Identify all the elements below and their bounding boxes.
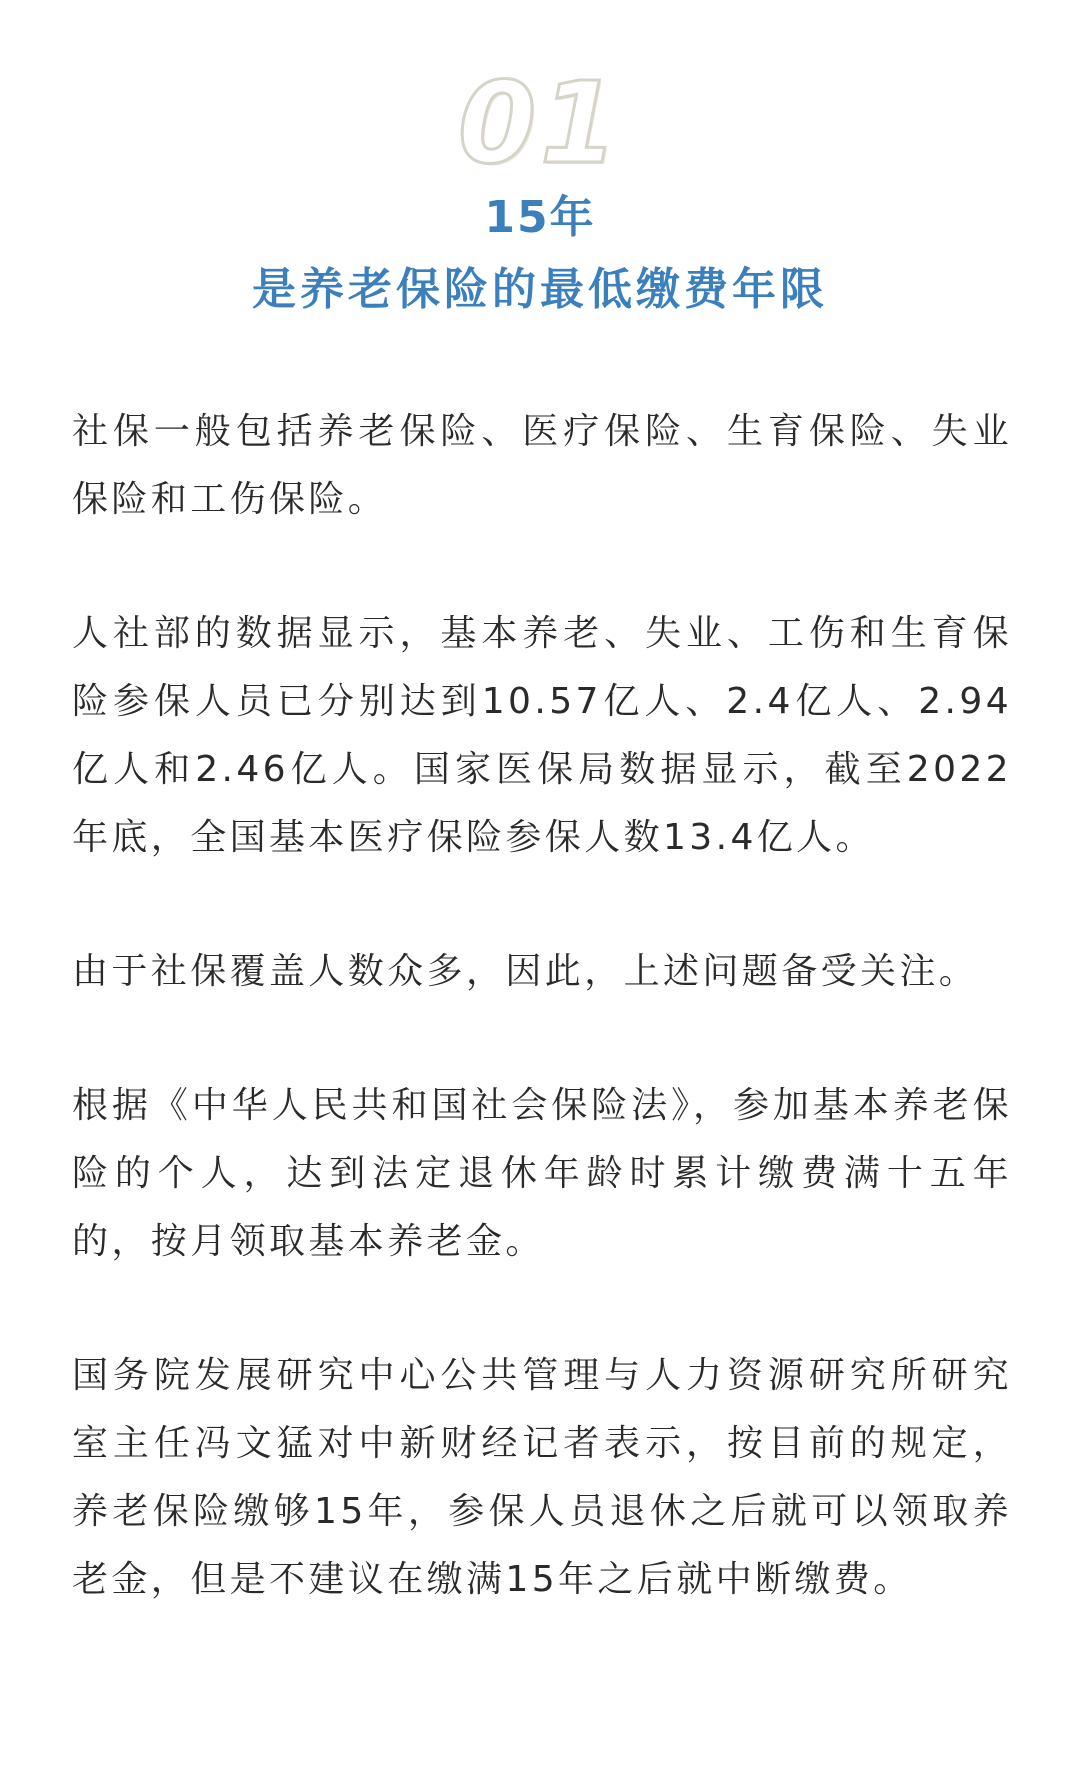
- paragraph-5: 国务院发展研究中心公共管理与人力资源研究所研究室主任冯文猛对中新财经记者表示，按目前的规定，养老保险缴够15年，参保人员退休之后就可以领取养老金，但是不建议在缴满15年之后就中断缴费。: [72, 1355, 1012, 1600]
- paragraph-1: 社保一般包括养老保险、医疗保险、生育保险、失业保险和工伤保险。: [72, 411, 1012, 520]
- section-number: 01: [458, 59, 622, 189]
- paragraph-2: 人社部的数据显示，基本养老、失业、工伤和生育保险参保人员已分别达到10.57亿人、2.4亿人、2.94亿人和2.46亿人。国家医保局数据显示，截至2022年底，全国基本医疗保险参保人数13.4亿人。: [72, 613, 1012, 858]
- article-body: [72, 398, 1012, 1680]
- paragraph-4: 根据《中华人民共和国社会保险法》，参加基本养老保险的个人，达到法定退休年龄时累计缴费满十五年的，按月领取基本养老金。: [72, 1085, 1012, 1262]
- section-heading-line-2: 是养老保险的最低缴费年限: [252, 264, 828, 315]
- paragraph-3: 由于社保覆盖人数众多，因此，上述问题备受关注。: [72, 951, 979, 992]
- section-heading-line-1: 15年: [484, 192, 596, 243]
